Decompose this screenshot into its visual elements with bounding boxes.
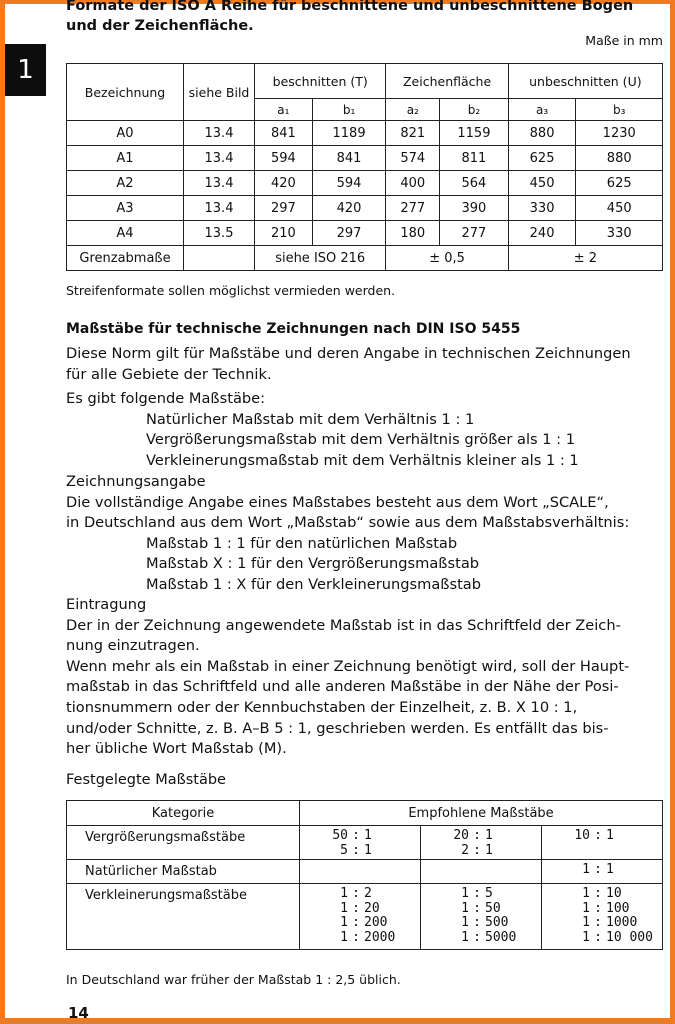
table-cell: 450	[508, 171, 576, 196]
header-empfohlene: Empfohlene Maßstäbe	[300, 801, 663, 826]
scale-row	[67, 860, 663, 884]
tolerance-unbeschnitten: ± 2	[508, 246, 662, 271]
table-cell: A0	[67, 121, 184, 146]
page-title	[66, 0, 633, 36]
list-item: Maßstab 1 : 1 für den natürlichen Maßstab	[146, 534, 458, 552]
scale-cell	[542, 826, 663, 860]
table-cell: 594	[255, 146, 313, 171]
format-note: Streifenformate sollen möglichst vermieden werden.	[66, 283, 396, 298]
scale-cell	[300, 826, 421, 860]
footnote: In Deutschland war früher der Maßstab 1 : 2,5 üblich.	[66, 972, 401, 987]
scale-category: Verkleinerungsmaßstäbe	[67, 884, 300, 950]
scale-cell	[421, 884, 542, 950]
scale-value: 1 : 2	[340, 886, 372, 901]
table-cell: 13.4	[184, 171, 255, 196]
scales-table	[66, 800, 663, 950]
scale-value: 1 : 1	[582, 862, 614, 877]
table-cell: 880	[576, 146, 663, 171]
table-cell: 450	[576, 196, 663, 221]
table-cell: 1189	[312, 121, 386, 146]
text-line: Diese Norm gilt für Maßstäbe und deren Angabe in technischen Zeichnungen	[66, 345, 631, 362]
scale-value: 1 : 10 000	[582, 929, 653, 945]
scale-cell	[542, 860, 663, 884]
table-cell: 880	[508, 121, 576, 146]
scale-cell	[300, 860, 421, 884]
scale-value: 2 : 1	[461, 842, 493, 858]
text-line: tionsnummern oder der Kennbuchstaben der Einzelheit, z. B. X 10 : 1,	[66, 698, 578, 716]
table-cell: 400	[386, 171, 440, 196]
text-line: und/oder Schnitte, z. B. A–B 5 : 1, geschrieben werden. Es entfällt das bis-	[66, 719, 609, 737]
scale-cell	[421, 860, 542, 884]
scale-value: 1 : 500	[461, 915, 509, 930]
table-cell: 277	[440, 221, 509, 246]
eintragung-section	[66, 595, 629, 760]
table-cell: 297	[255, 196, 313, 221]
table-cell: 420	[255, 171, 313, 196]
table-row	[67, 196, 663, 221]
scale-value: 1 : 200	[340, 915, 388, 930]
title-line-1: Formate der ISO A Reihe für beschnittene und unbeschnittene Bogen	[66, 0, 634, 14]
table-cell: 13.5	[184, 221, 255, 246]
scale-cell	[542, 884, 663, 950]
subheader-cell: b₁	[312, 99, 386, 121]
list-item: Verkleinerungsmaßstab mit dem Verhältnis kleiner als 1 : 1	[146, 451, 579, 469]
unit-note: Maße in mm	[585, 33, 663, 48]
scale-row	[67, 826, 663, 860]
table-cell: 330	[508, 196, 576, 221]
scale-value: 1 : 5000	[461, 929, 517, 945]
list-item: Maßstab 1 : X für den Verkleinerungsmaßstab	[146, 575, 482, 593]
subsection-heading: Eintragung	[66, 596, 147, 613]
table-cell: 841	[312, 146, 386, 171]
scale-cell	[300, 884, 421, 950]
scale-value: 1 : 10	[582, 886, 622, 901]
text-line: maßstab in das Schriftfeld und alle anderen Maßstäbe in der Nähe der Posi-	[66, 678, 619, 696]
subheader-cell: a₁	[255, 99, 313, 121]
header-unbeschnitten: unbeschnitten (U)	[508, 64, 662, 99]
page-number: 14	[68, 1004, 89, 1022]
scale-category: Natürlicher Maßstab	[67, 860, 300, 884]
text-line: her übliche Wort Maßstab (M).	[66, 740, 287, 758]
tolerance-label: Grenzabmaße	[67, 246, 184, 271]
table-cell: 13.4	[184, 121, 255, 146]
header-siehe-bild: siehe Bild	[184, 64, 255, 121]
table-cell: 297	[312, 221, 386, 246]
list-intro: Es gibt folgende Maßstäbe:	[66, 390, 266, 407]
table-row	[67, 221, 663, 246]
scale-value: 1 : 5	[461, 886, 493, 901]
table-cell: 1230	[576, 121, 663, 146]
table-cell: 574	[386, 146, 440, 171]
scale-value: 1 : 2000	[340, 929, 396, 945]
text-line: Wenn mehr als ein Maßstab in einer Zeichnung benötigt wird, soll der Haupt-	[66, 657, 630, 675]
table-cell: 594	[312, 171, 386, 196]
tolerance-beschnitten: siehe ISO 216	[255, 246, 386, 271]
list-item: Natürlicher Maßstab mit dem Verhältnis 1 : 1	[146, 410, 475, 428]
subheader-cell: b₃	[576, 99, 663, 121]
list-item: Vergrößerungsmaßstab mit dem Verhältnis größer als 1 : 1	[146, 431, 576, 449]
table-cell: 625	[576, 171, 663, 196]
text-line: nung einzutragen.	[66, 637, 200, 655]
scale-value: 50 : 1	[332, 828, 372, 843]
header-bezeichnung: Bezeichnung	[67, 64, 184, 121]
text-line: in Deutschland aus dem Wort „Maßstab“ sowie aus dem Maßstabsverhältnis:	[66, 514, 630, 532]
scale-value: 5 : 1	[340, 842, 372, 858]
scale-value: 1 : 100	[582, 900, 630, 916]
scale-types	[66, 389, 579, 471]
table-cell: A4	[67, 221, 184, 246]
subheader-cell: a₃	[508, 99, 576, 121]
table-cell: 210	[255, 221, 313, 246]
chapter-tab: 1	[5, 44, 46, 96]
table-cell: 841	[255, 121, 313, 146]
scale-cell	[421, 826, 542, 860]
table-cell: A3	[67, 196, 184, 221]
scale-value: 10 : 1	[574, 828, 614, 843]
table-row	[67, 146, 663, 171]
tolerance-zeichenflaeche: ± 0,5	[386, 246, 508, 271]
tolerance-empty	[184, 246, 255, 271]
header-beschnitten: beschnitten (T)	[255, 64, 386, 99]
scale-value: 1 : 50	[461, 900, 501, 916]
table-cell: 13.4	[184, 146, 255, 171]
table-cell: A2	[67, 171, 184, 196]
intro-paragraph	[66, 344, 631, 385]
iso-format-table	[66, 63, 663, 271]
header-zeichenflaeche: Zeichenfläche	[386, 64, 508, 99]
title-line-2: und der Zeichenfläche.	[66, 18, 254, 34]
table-row	[67, 171, 663, 196]
table-cell: 821	[386, 121, 440, 146]
table-cell: 420	[312, 196, 386, 221]
table-cell: 564	[440, 171, 509, 196]
subsection-heading: Zeichnungsangabe	[66, 473, 206, 490]
header-kategorie: Kategorie	[67, 801, 300, 826]
table-cell: A1	[67, 146, 184, 171]
scale-value: 1 : 1000	[582, 915, 638, 930]
table-cell: 277	[386, 196, 440, 221]
subheader-cell: b₂	[440, 99, 509, 121]
text-line: für alle Gebiete der Technik.	[66, 365, 272, 383]
table-cell: 330	[576, 221, 663, 246]
table-cell: 13.4	[184, 196, 255, 221]
list-item: Maßstab X : 1 für den Vergrößerungsmaßstab	[146, 555, 480, 573]
section-heading: Maßstäbe für technische Zeichnungen nach DIN ISO 5455	[66, 321, 521, 337]
scale-value: 1 : 20	[340, 900, 380, 916]
scale-value: 20 : 1	[453, 828, 493, 843]
scale-row	[67, 884, 663, 950]
table-cell: 1159	[440, 121, 509, 146]
table-cell: 240	[508, 221, 576, 246]
subheader-cell: a₂	[386, 99, 440, 121]
text-line: Der in der Zeichnung angewendete Maßstab ist in das Schriftfeld der Zeich-	[66, 616, 621, 634]
table-cell: 625	[508, 146, 576, 171]
table-cell: 390	[440, 196, 509, 221]
scale-category: Vergrößerungsmaßstäbe	[67, 826, 300, 860]
table-cell: 180	[386, 221, 440, 246]
zeichnungsangabe-section	[66, 472, 629, 596]
table-cell: 811	[440, 146, 509, 171]
scales-heading: Festgelegte Maßstäbe	[66, 772, 226, 788]
table-row	[67, 121, 663, 146]
text-line: Die vollständige Angabe eines Maßstabes besteht aus dem Wort „SCALE“,	[66, 493, 609, 511]
